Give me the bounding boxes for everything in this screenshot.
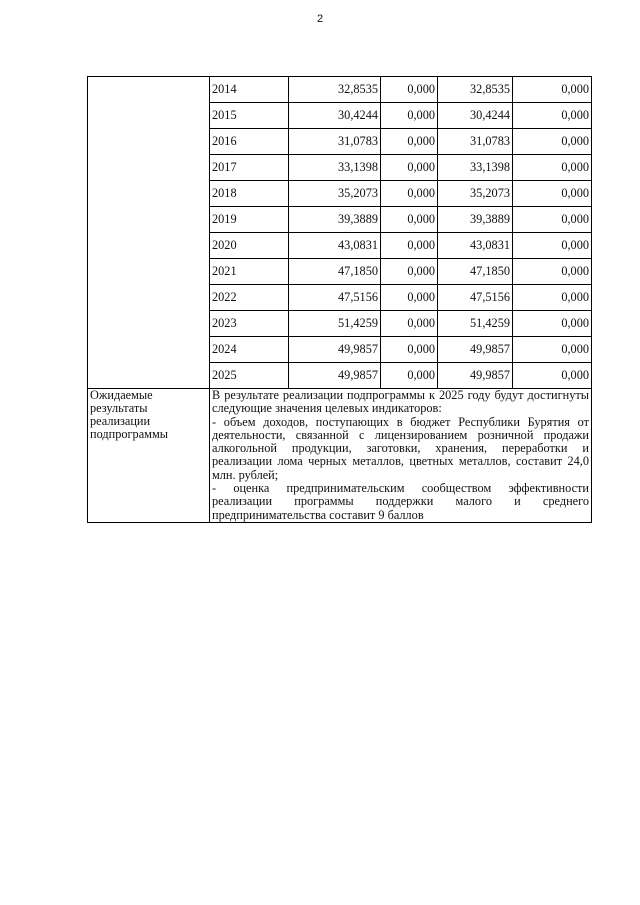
federal-cell: 0,000 (381, 233, 438, 259)
year-cell: 2021 (210, 259, 289, 285)
federal-cell: 0,000 (381, 259, 438, 285)
other-cell: 0,000 (513, 77, 592, 103)
other-cell: 0,000 (513, 337, 592, 363)
total-cell: 47,1850 (289, 259, 381, 285)
total-cell: 51,4259 (289, 311, 381, 337)
year-cell: 2017 (210, 155, 289, 181)
other-cell: 0,000 (513, 259, 592, 285)
table-row (88, 77, 592, 103)
total-cell: 39,3889 (289, 207, 381, 233)
federal-cell: 0,000 (381, 363, 438, 389)
federal-cell: 0,000 (381, 311, 438, 337)
expected-results-item-revenue: - объем доходов, поступающих в бюджет Республики Бурятия от деятельности, связанной с лицензированием розничной продажи алкогольной продукции, заготовки, хранения, переработки и реализации лома черных металлов, цветных металлов, составит 24,0 млн. рублей; (212, 414, 589, 482)
page-number: 2 (316, 13, 324, 25)
federal-cell: 0,000 (381, 181, 438, 207)
other-cell: 0,000 (513, 207, 592, 233)
expected-results-description (210, 389, 592, 523)
republic-cell: 49,9857 (438, 337, 513, 363)
other-cell: 0,000 (513, 103, 592, 129)
federal-cell: 0,000 (381, 103, 438, 129)
republic-cell: 35,2073 (438, 181, 513, 207)
republic-cell: 47,5156 (438, 285, 513, 311)
federal-cell: 0,000 (381, 285, 438, 311)
republic-cell: 49,9857 (438, 363, 513, 389)
other-cell: 0,000 (513, 363, 592, 389)
empty-label-cell (88, 77, 210, 389)
republic-cell: 51,4259 (438, 311, 513, 337)
republic-cell: 30,4244 (438, 103, 513, 129)
total-cell: 43,0831 (289, 233, 381, 259)
expected-results-row (88, 389, 592, 523)
total-cell: 49,9857 (289, 337, 381, 363)
republic-cell: 47,1850 (438, 259, 513, 285)
other-cell: 0,000 (513, 311, 592, 337)
year-cell: 2019 (210, 207, 289, 233)
total-cell: 35,2073 (289, 181, 381, 207)
year-cell: 2018 (210, 181, 289, 207)
other-cell: 0,000 (513, 285, 592, 311)
total-cell: 49,9857 (289, 363, 381, 389)
year-cell: 2016 (210, 129, 289, 155)
other-cell: 0,000 (513, 233, 592, 259)
federal-cell: 0,000 (381, 129, 438, 155)
year-cell: 2024 (210, 337, 289, 363)
republic-cell: 43,0831 (438, 233, 513, 259)
federal-cell: 0,000 (381, 77, 438, 103)
federal-cell: 0,000 (381, 207, 438, 233)
republic-cell: 31,0783 (438, 129, 513, 155)
other-cell: 0,000 (513, 155, 592, 181)
total-cell: 32,8535 (289, 77, 381, 103)
year-cell: 2023 (210, 311, 289, 337)
year-cell: 2025 (210, 363, 289, 389)
expected-results-intro: В результате реализации подпрограммы к 2025 году будут достигнуты следующие значения целевых индикаторов: (212, 388, 589, 416)
expected-results-label: Ожидаемые результаты реализации подпрограммы (88, 389, 210, 523)
year-cell: 2020 (210, 233, 289, 259)
year-cell: 2014 (210, 77, 289, 103)
total-cell: 47,5156 (289, 285, 381, 311)
republic-cell: 32,8535 (438, 77, 513, 103)
federal-cell: 0,000 (381, 337, 438, 363)
other-cell: 0,000 (513, 129, 592, 155)
year-cell: 2022 (210, 285, 289, 311)
republic-cell: 39,3889 (438, 207, 513, 233)
expected-results-item-assessment: - оценка предпринимательским сообществом эффективности реализации программы поддержки малого и среднего предпринимательства составит 9 баллов (212, 481, 589, 522)
federal-cell: 0,000 (381, 155, 438, 181)
year-cell: 2015 (210, 103, 289, 129)
republic-cell: 33,1398 (438, 155, 513, 181)
total-cell: 31,0783 (289, 129, 381, 155)
other-cell: 0,000 (513, 181, 592, 207)
funding-table (87, 76, 592, 523)
total-cell: 33,1398 (289, 155, 381, 181)
total-cell: 30,4244 (289, 103, 381, 129)
